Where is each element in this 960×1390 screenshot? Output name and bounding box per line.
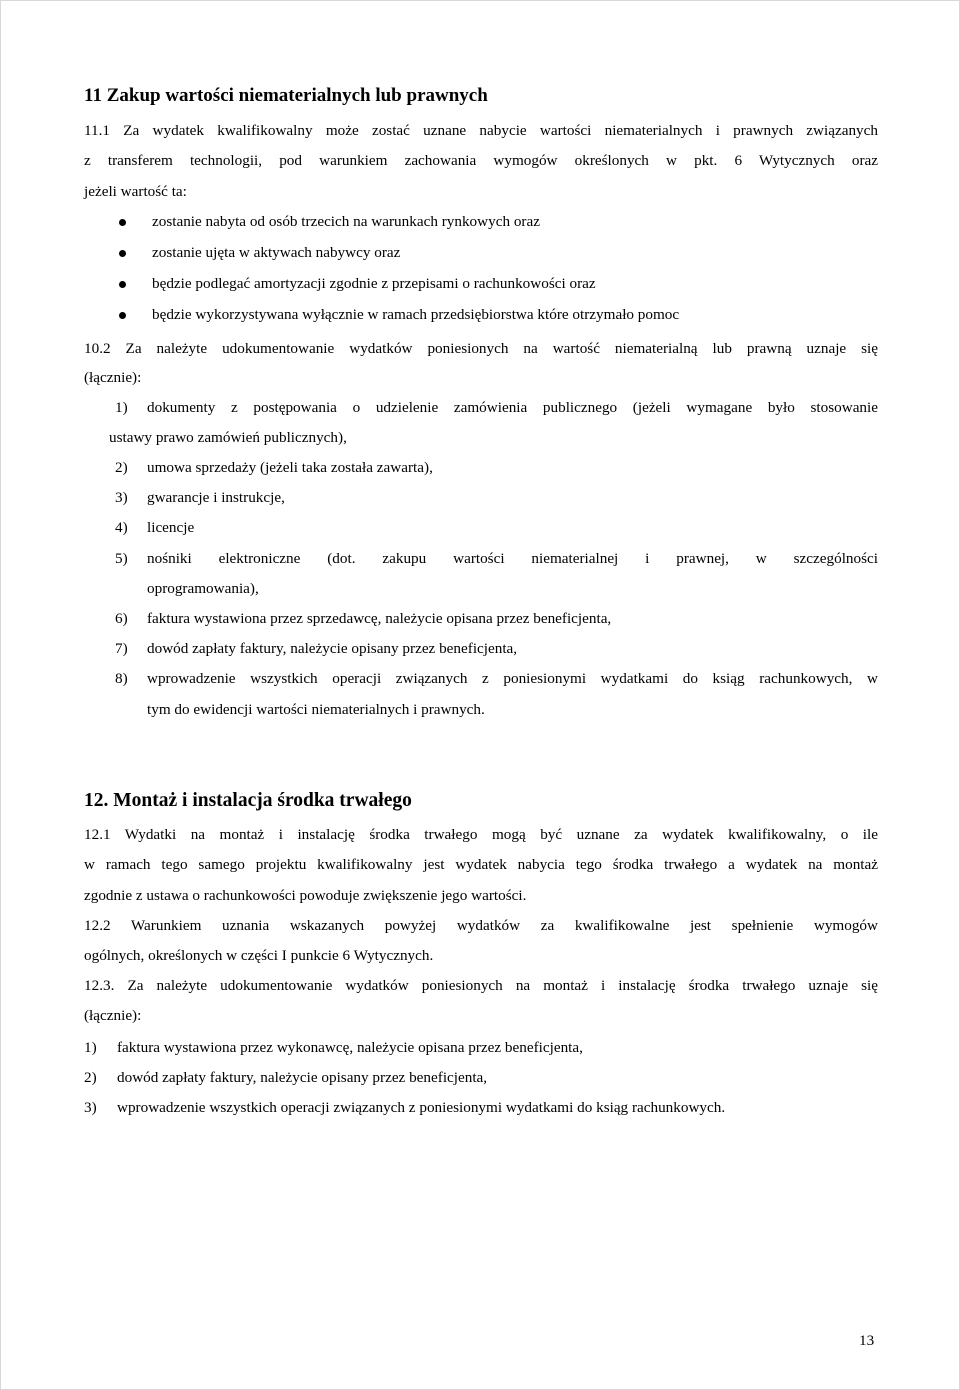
- paragraph-10-2-line: 10.2 Za należyte udokumentowanie wydatków poniesionych na wartość niematerialną lub prawną uznaje się: [84, 340, 878, 357]
- bullet-icon: [119, 250, 126, 257]
- list-number: 3): [115, 489, 128, 506]
- list-item-text: dowód zapłaty faktury, należycie opisany przez beneficjenta,: [117, 1069, 488, 1086]
- list-item-text: faktura wystawiona przez wykonawcę, należycie opisana przez beneficjenta,: [117, 1039, 583, 1056]
- list-item-text: dowód zapłaty faktury, należycie opisany przez beneficjenta,: [147, 640, 518, 657]
- paragraph-12-1-line: w ramach tego samego projektu kwalifikowalny jest wydatek nabycia tego środka trwałego a wydatek na montaż: [84, 856, 878, 873]
- paragraph-12-1-line: zgodnie z ustawa o rachunkowości powoduje zwiększenie jego wartości.: [84, 887, 527, 904]
- list-number: 1): [115, 399, 128, 416]
- list-item-text: faktura wystawiona przez sprzedawcę, należycie opisana przez beneficjenta,: [147, 610, 612, 627]
- paragraph-12-2-line: ogólnych, określonych w części I punkcie 6 Wytycznych.: [84, 947, 434, 964]
- paragraph-12-3-line: 12.3. Za należyte udokumentowanie wydatków poniesionych na montaż i instalację środka trwałego uznaje się: [84, 977, 878, 994]
- list-item-text: nośniki elektroniczne (dot. zakupu wartości niematerialnej i prawnej, w szczególności: [147, 550, 878, 567]
- list-number: 2): [115, 459, 128, 476]
- section-12-heading: 12. Montaż i instalacja środka trwałego: [84, 790, 412, 811]
- list-item-text: gwarancje i instrukcje,: [147, 489, 285, 506]
- list-number: 3): [84, 1099, 97, 1116]
- bullet-icon: [119, 312, 126, 319]
- list-number: 2): [84, 1069, 97, 1086]
- bullet-item: zostanie ujęta w aktywach nabywcy oraz: [152, 244, 401, 261]
- bullet-icon: [119, 219, 126, 226]
- list-item-text: tym do ewidencji wartości niematerialnych i prawnych.: [147, 701, 485, 718]
- list-number: 6): [115, 610, 128, 627]
- paragraph-11-1-line: 11.1 Za wydatek kwalifikowalny może zostać uznane nabycie wartości niematerialnych i prawnych związanych: [84, 122, 878, 139]
- paragraph-12-1-line: 12.1 Wydatki na montaż i instalację środka trwałego mogą być uznane za wydatek kwalifikowalny, o ile: [84, 826, 878, 843]
- paragraph-11-1-line: jeżeli wartość ta:: [84, 183, 187, 200]
- list-item-text: dokumenty z postępowania o udzielenie zamówienia publicznego (jeżeli wymagane było stosowanie: [147, 399, 878, 416]
- list-number: 8): [115, 670, 128, 687]
- paragraph-12-2-line: 12.2 Warunkiem uznania wskazanych powyżej wydatków za kwalifikowalne jest spełnienie wymogów: [84, 917, 878, 934]
- paragraph-11-1-line: z transferem technologii, pod warunkiem zachowania wymogów określonych w pkt. 6 Wytycznych oraz: [84, 152, 878, 169]
- paragraph-10-2-line: (łącznie):: [84, 369, 142, 386]
- list-item-text: ustawy prawo zamówień publicznych),: [109, 429, 347, 446]
- bullet-icon: [119, 281, 126, 288]
- bullet-item: zostanie nabyta od osób trzecich na warunkach rynkowych oraz: [152, 213, 540, 230]
- section-11-heading: 11 Zakup wartości niematerialnych lub prawnych: [84, 85, 488, 106]
- list-number: 1): [84, 1039, 97, 1056]
- list-item-text: wprowadzenie wszystkich operacji związanych z poniesionymi wydatkami do ksiąg rachunkowych, w: [147, 670, 878, 687]
- list-number: 4): [115, 519, 128, 536]
- paragraph-12-3-line: (łącznie):: [84, 1007, 142, 1024]
- list-item-text: licencje: [147, 519, 195, 536]
- list-item-text: oprogramowania),: [147, 580, 259, 597]
- bullet-item: będzie podlegać amortyzacji zgodnie z przepisami o rachunkowości oraz: [152, 275, 596, 292]
- bullet-item: będzie wykorzystywana wyłącznie w ramach przedsiębiorstwa które otrzymało pomoc: [152, 306, 680, 323]
- list-number: 7): [115, 640, 128, 657]
- list-number: 5): [115, 550, 128, 567]
- list-item-text: umowa sprzedaży (jeżeli taka została zawarta),: [147, 459, 433, 476]
- page-number: 13: [859, 1332, 875, 1349]
- list-item-text: wprowadzenie wszystkich operacji związanych z poniesionymi wydatkami do ksiąg rachunkowych.: [117, 1099, 726, 1116]
